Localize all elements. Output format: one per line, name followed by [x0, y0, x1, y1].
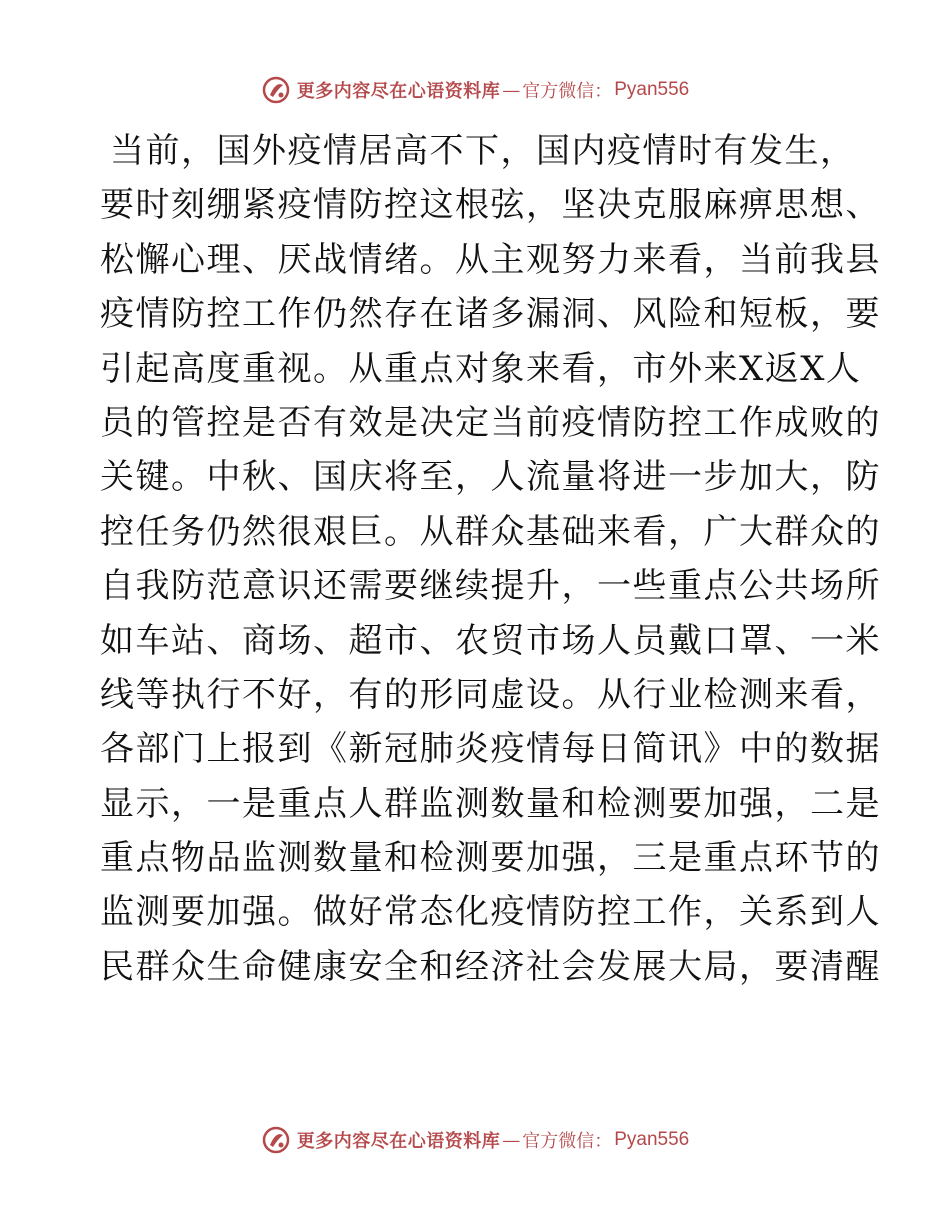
text-line: 监测要加强。做好常态化疫情防控工作，关系到人 [100, 892, 881, 933]
banner-dash: — [502, 1129, 521, 1151]
text-line: 关键。中秋、国庆将至，人流量将进一步加大，防 [100, 457, 881, 498]
document-body [100, 124, 881, 994]
text-line: 引起高度重视。从重点对象来看，市外来X返X人 [100, 348, 862, 389]
text-line: 如车站、商场、超市、农贸市场人员戴口罩、一米 [100, 620, 881, 661]
banner-dash: — [502, 79, 521, 101]
text-line: 重点物品监测数量和检测要加强，三是重点环节的 [100, 838, 881, 879]
header-banner [0, 73, 950, 107]
banner-wechat-label: 官方微信： [522, 1131, 613, 1152]
text-line: 显示，一是重点人群监测数量和检测要加强，二是 [100, 783, 881, 824]
banner-text: 更多内容尽在心语资料库 [296, 81, 501, 102]
text-line: 线等执行不好，有的形同虚设。从行业检测来看， [100, 674, 881, 715]
footer-banner [0, 1123, 950, 1157]
text-line: 松懈心理、厌战情绪。从主观努力来看，当前我县 [100, 239, 881, 280]
text-line: 疫情防控工作仍然存在诸多漏洞、风险和短板，要 [100, 294, 881, 335]
banner-text: 更多内容尽在心语资料库 [296, 1131, 501, 1152]
text-line: 自我防范意识还需要继续提升，一些重点公共场所 [100, 566, 881, 607]
text-line: 控任务仍然很艰巨。从群众基础来看，广大群众的 [100, 511, 881, 552]
text-line: 当前，国外疫情居高不下，国内疫情时有发生， [110, 131, 856, 171]
logo-icon [261, 75, 291, 105]
text-line: 各部门上报到《新冠肺炎疫情每日简讯》中的数据 [100, 729, 881, 770]
text-line: 员的管控是否有效是决定当前疫情防控工作成败的 [100, 402, 881, 443]
text-line: 要时刻绷紧疫情防控这根弦，坚决克服麻痹思想、 [100, 185, 881, 226]
banner-wechat-id: Pyan556 [614, 79, 690, 100]
logo-icon [261, 1125, 291, 1155]
banner-wechat-label: 官方微信： [522, 81, 613, 102]
text-line: 民群众生命健康安全和经济社会发展大局，要清醒 [100, 946, 881, 987]
banner-wechat-id: Pyan556 [614, 1129, 690, 1150]
